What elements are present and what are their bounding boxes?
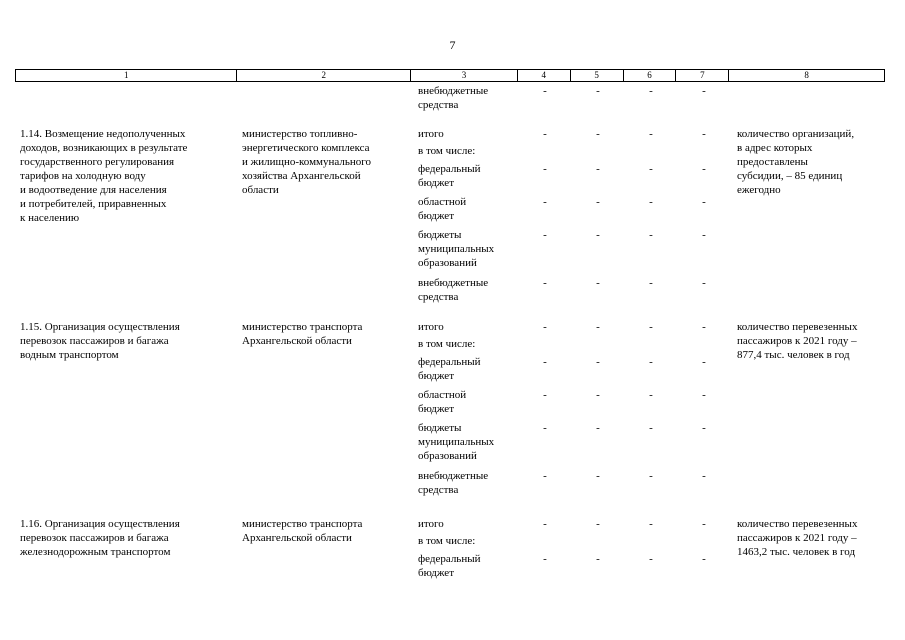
item-title: 1.14. Возмещение недополученных доходов, возникающих в результате государственного регулирования тарифов на холодную воду и водоотведение для населения и потребителей, приравненных к населению [20, 128, 188, 224]
item-title: 1.15. Организация осуществления перевозок пассажиров и багажа водным транспортом [20, 321, 180, 361]
header-col-2: 2 [237, 70, 411, 81]
item-2-source-0-dash-col-6: - [649, 518, 653, 530]
source-label: внебюджетные средства [418, 277, 489, 303]
continuation-row-dash-col-7: - [702, 85, 706, 97]
item-0-source-2-dash-col-4: - [543, 163, 547, 175]
item-0-source-0-dash-col-5: - [596, 128, 600, 140]
item-executor: министерство топливно- энергетического комплекса и жилищно-коммунального хозяйства Архангельской области [242, 128, 372, 196]
header-col-4: 4 [518, 70, 571, 81]
item-1-source-5-dash-col-5: - [596, 470, 600, 482]
item-0-source-5-dash-col-6: - [649, 277, 653, 289]
page-number: 7 [449, 38, 456, 52]
item-1-source-3-dash-col-5: - [596, 389, 600, 401]
item-0-source-0-dash-col-7: - [702, 128, 706, 140]
item-1-source-2-dash-col-6: - [649, 356, 653, 368]
item-1-source-5-dash-col-6: - [649, 470, 653, 482]
item-indicator: количество перевезенных пассажиров к 2021 году – 1463,2 тыс. человек в год [737, 518, 858, 558]
item-0-source-3-dash-col-7: - [702, 196, 706, 208]
source-label: итого [418, 128, 444, 140]
item-title: 1.16. Организация осуществления перевозок пассажиров и багажа железнодорожным транспортом [20, 518, 180, 558]
item-0-source-5-dash-col-5: - [596, 277, 600, 289]
item-0-source-4-dash-col-6: - [649, 229, 653, 241]
item-executor: министерство транспорта Архангельской области [242, 321, 363, 347]
item-1-source-3-dash-col-6: - [649, 389, 653, 401]
item-0-source-5-dash-col-7: - [702, 277, 706, 289]
continuation-row-dash-col-6: - [649, 85, 653, 97]
item-2-source-0-dash-col-7: - [702, 518, 706, 530]
item-0-source-0-dash-col-6: - [649, 128, 653, 140]
item-1-source-2-dash-col-5: - [596, 356, 600, 368]
item-1-source-5-dash-col-7: - [702, 470, 706, 482]
header-col-7: 7 [676, 70, 729, 81]
item-1-source-2-dash-col-7: - [702, 356, 706, 368]
source-label: бюджеты муниципальных образований [418, 229, 495, 269]
item-1-source-4-dash-col-4: - [543, 422, 547, 434]
header-col-5: 5 [571, 70, 624, 81]
source-label: федеральный бюджет [418, 163, 481, 189]
item-2-source-0-dash-col-5: - [596, 518, 600, 530]
item-1-source-3-dash-col-7: - [702, 389, 706, 401]
item-1-source-5-dash-col-4: - [543, 470, 547, 482]
source-label: областной бюджет [418, 389, 467, 415]
item-1-source-0-dash-col-6: - [649, 321, 653, 333]
item-1-source-2-dash-col-4: - [543, 356, 547, 368]
item-0-source-3-dash-col-4: - [543, 196, 547, 208]
item-executor: министерство транспорта Архангельской области [242, 518, 363, 544]
item-2-source-2-dash-col-7: - [702, 553, 706, 565]
source-label: федеральный бюджет [418, 553, 481, 579]
source-label: областной бюджет [418, 196, 467, 222]
header-col-1: 1 [16, 70, 237, 81]
source-label: итого [418, 321, 444, 333]
item-2-source-2-dash-col-6: - [649, 553, 653, 565]
item-1-source-4-dash-col-6: - [649, 422, 653, 434]
item-1-source-4-dash-col-7: - [702, 422, 706, 434]
table-header-row [15, 69, 885, 82]
item-0-source-2-dash-col-5: - [596, 163, 600, 175]
item-0-source-2-dash-col-6: - [649, 163, 653, 175]
header-col-6: 6 [624, 70, 677, 81]
source-label: итого [418, 518, 444, 530]
continuation-row-dash-col-5: - [596, 85, 600, 97]
item-1-source-0-dash-col-7: - [702, 321, 706, 333]
item-1-source-3-dash-col-4: - [543, 389, 547, 401]
header-col-3: 3 [411, 70, 518, 81]
item-0-source-3-dash-col-5: - [596, 196, 600, 208]
item-indicator: количество перевезенных пассажиров к 2021 году – 877,4 тыс. человек в год [737, 321, 858, 361]
continuation-row-dash-col-4: - [543, 85, 547, 97]
item-0-source-2-dash-col-7: - [702, 163, 706, 175]
source-label: в том числе: [418, 145, 476, 157]
source-label: внебюджетные средства [418, 470, 489, 496]
source-label: в том числе: [418, 535, 476, 547]
item-0-source-4-dash-col-7: - [702, 229, 706, 241]
item-0-source-4-dash-col-4: - [543, 229, 547, 241]
source-label: федеральный бюджет [418, 356, 481, 382]
source-label: внебюджетные средства [418, 85, 489, 111]
item-1-source-4-dash-col-5: - [596, 422, 600, 434]
item-0-source-5-dash-col-4: - [543, 277, 547, 289]
item-2-source-2-dash-col-5: - [596, 553, 600, 565]
source-label: в том числе: [418, 338, 476, 350]
source-label: бюджеты муниципальных образований [418, 422, 495, 462]
item-2-source-2-dash-col-4: - [543, 553, 547, 565]
item-indicator: количество организаций, в адрес которых предоставлены субсидии, – 85 единиц ежегодно [737, 128, 855, 196]
item-0-source-0-dash-col-4: - [543, 128, 547, 140]
header-col-8: 8 [804, 70, 809, 80]
item-2-source-0-dash-col-4: - [543, 518, 547, 530]
item-1-source-0-dash-col-5: - [596, 321, 600, 333]
item-1-source-0-dash-col-4: - [543, 321, 547, 333]
item-0-source-4-dash-col-5: - [596, 229, 600, 241]
item-0-source-3-dash-col-6: - [649, 196, 653, 208]
